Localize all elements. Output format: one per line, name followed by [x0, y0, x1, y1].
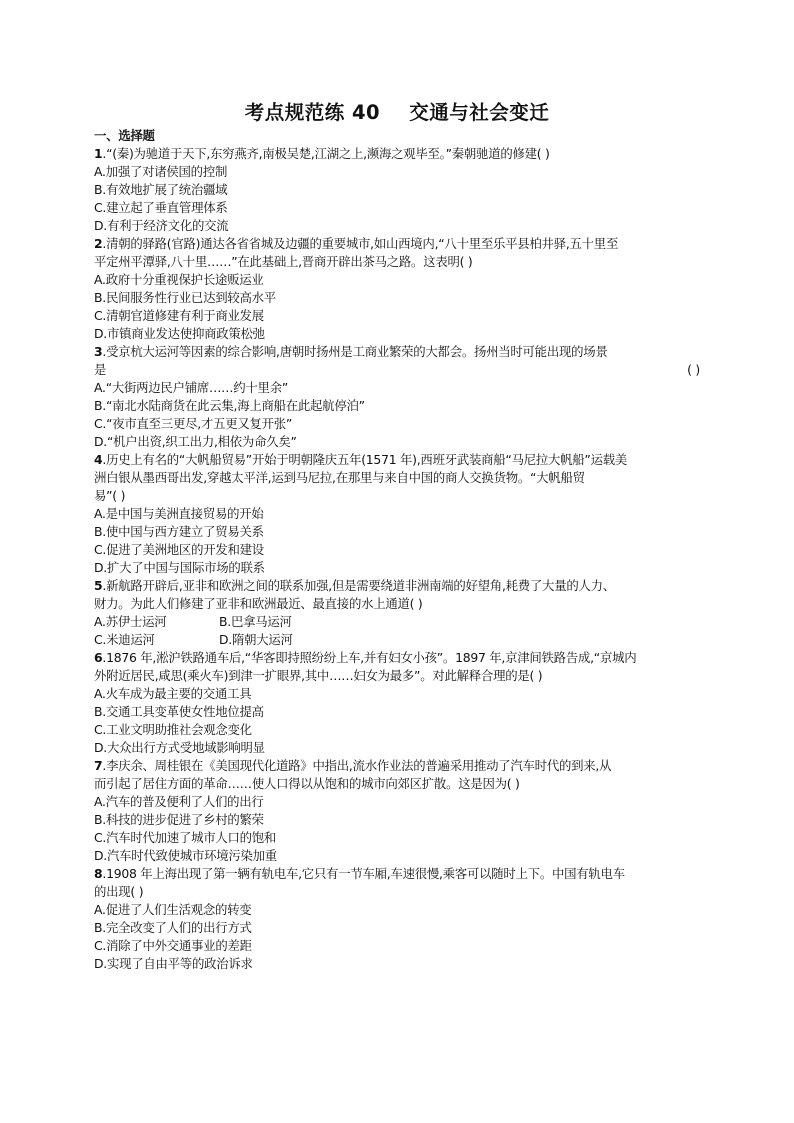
stem-line: .1908 年上海出现了第一辆有轨电车,它只有一节车厢,车速很慢,乘客可以随时上下。中国有轨电车: [102, 866, 625, 881]
question-list: [94, 127, 700, 973]
stem-line-left: 是: [94, 362, 107, 377]
question-number: 5: [94, 578, 103, 593]
page-title: 考点规范练 40 交通与社会变迁: [244, 101, 550, 124]
option-d: D.有利于经济文化的交流: [94, 218, 229, 233]
option-c: C.工业文明助推社会观念变化: [94, 722, 252, 737]
question-number: 7: [94, 758, 103, 773]
option-c: C.促进了美洲地区的开发和建设: [94, 542, 264, 557]
question-number: 8: [94, 866, 103, 881]
option-d: D.汽车时代致使城市环境污染加重: [94, 848, 277, 863]
option-d: D.“机户出资,织工出力,相依为命久矣”: [94, 434, 297, 449]
stem-line: 外附近居民,咸思(乘火车)到津一扩眼界,其中……妇女为最多”。对此解释合理的是( ): [94, 668, 543, 683]
option-c: C.清朝官道修建有利于商业发展: [94, 308, 264, 323]
question-number: 3: [94, 344, 103, 359]
option-b: B.“南北水陆商货在此云集,海上商船在此起航停泊”: [94, 398, 365, 413]
option-d: D.隋朝大运河: [219, 632, 293, 647]
question-stem: [94, 145, 700, 163]
question-3: [94, 343, 700, 451]
question-stem: [94, 343, 700, 361]
option-c: C.汽车时代加速了城市人口的饱和: [94, 830, 277, 845]
question-number: 6: [94, 650, 103, 665]
stem-line: 财力。为此人们修建了亚非和欧洲最近、最直接的水上通道( ): [94, 596, 423, 611]
option-d: D.市镇商业发达使抑商政策松弛: [94, 326, 265, 341]
option-c: C.消除了中外交通事业的差距: [94, 938, 252, 953]
stem-line: 易”( ): [94, 488, 126, 503]
stem-line: 平定州平潭驿,八十里……”在此基础上,晋商开辟出茶马之路。这表明( ): [94, 254, 473, 269]
option-a: A.是中国与美洲直接贸易的开始: [94, 506, 264, 521]
option-a: A.加强了对诸侯国的控制: [94, 164, 228, 179]
question-stem: [94, 649, 700, 667]
option-b: B.民间服务性行业已达到较高水平: [94, 290, 276, 305]
option-c: C.建立起了垂直管理体系: [94, 200, 228, 215]
option-a: A.促进了人们生活观念的转变: [94, 902, 252, 917]
question-8: [94, 865, 700, 973]
option-b: B.有效地扩展了统治疆域: [94, 182, 228, 197]
option-b: B.科技的进步促进了乡村的繁荣: [94, 812, 264, 827]
stem-line: .清朝的驿路(官路)通达各省省城及边疆的重要城市,如山西境内,“八十里至乐平县柏井驿,五十里至: [102, 236, 619, 251]
stem-line: .受京杭大运河等因素的综合影响,唐朝时扬州是工商业繁荣的大都会。扬州当时可能出现的场景: [102, 344, 608, 359]
stem-last-line: [94, 361, 700, 379]
option-a: A.政府十分重视保护长途贩运业: [94, 272, 264, 287]
option-row: [94, 631, 700, 649]
stem-line: .历史上有名的“大帆船贸易”开始于明朝隆庆五年(1571 年),西班牙武装商船“马尼拉大帆船”运载美: [102, 452, 628, 467]
option-c: C.“夜市直至三更尽,才五更又复开张”: [94, 416, 293, 431]
section-heading: 一、选择题: [94, 128, 155, 143]
question-stem: [94, 865, 700, 883]
question-number: 1: [94, 146, 103, 161]
option-a: A.火车成为最主要的交通工具: [94, 686, 252, 701]
stem-line: 而引起了居住方面的革命……使人口得以从饱和的城市向郊区扩散。这是因为( ): [94, 776, 520, 791]
question-number: 4: [94, 452, 103, 467]
option-c: C.米迪运河: [94, 632, 155, 647]
option-b: B.巴拿马运河: [219, 614, 292, 629]
question-stem: [94, 235, 700, 253]
stem-line: .李庆余、周桂银在《美国现代化道路》中指出,流水作业法的普遍采用推动了汽车时代的到来,从: [102, 758, 612, 773]
answer-blank: ( ): [687, 362, 700, 377]
option-d: D.扩大了中国与国际市场的联系: [94, 560, 265, 575]
question-stem: [94, 451, 700, 469]
question-5: [94, 577, 700, 649]
stem-line: .“(秦)为驰道于天下,东穷燕齐,南极吴楚,江湖之上,濒海之观毕至。”秦朝驰道的修建( ): [102, 146, 550, 161]
stem-line: 洲白银从墨西哥出发,穿越太平洋,运到马尼拉,在那里与来自中国的商人交换货物。“大帆船贸: [94, 470, 585, 485]
option-a: A.“大街两边民户铺席……约十里余”: [94, 380, 289, 395]
option-b: B.交通工具变革使女性地位提高: [94, 704, 264, 719]
stem-line: 的出现( ): [94, 884, 144, 899]
option-a: A.汽车的普及便利了人们的出行: [94, 794, 264, 809]
question-7: [94, 757, 700, 865]
stem-line: .新航路开辟后,亚非和欧洲之间的联系加强,但是需要绕道非洲南端的好望角,耗费了大量的人力、: [102, 578, 615, 593]
question-stem: [94, 757, 700, 775]
option-row: [94, 613, 700, 631]
question-1: [94, 145, 700, 235]
question-4: [94, 451, 700, 577]
option-b: B.完全改变了人们的出行方式: [94, 920, 252, 935]
question-stem: [94, 577, 700, 595]
question-6: [94, 649, 700, 757]
question-2: [94, 235, 700, 343]
option-d: D.大众出行方式受地域影响明显: [94, 740, 265, 755]
question-number: 2: [94, 236, 103, 251]
option-d: D.实现了自由平等的政治诉求: [94, 956, 253, 971]
stem-line: .1876 年,淞沪铁路通车后,“华客即持照纷纷上车,并有妇女小孩”。1897 年,京津间铁路告成,“京城内: [102, 650, 637, 665]
option-a: A.苏伊士运河: [94, 614, 167, 629]
option-b: B.使中国与西方建立了贸易关系: [94, 524, 264, 539]
